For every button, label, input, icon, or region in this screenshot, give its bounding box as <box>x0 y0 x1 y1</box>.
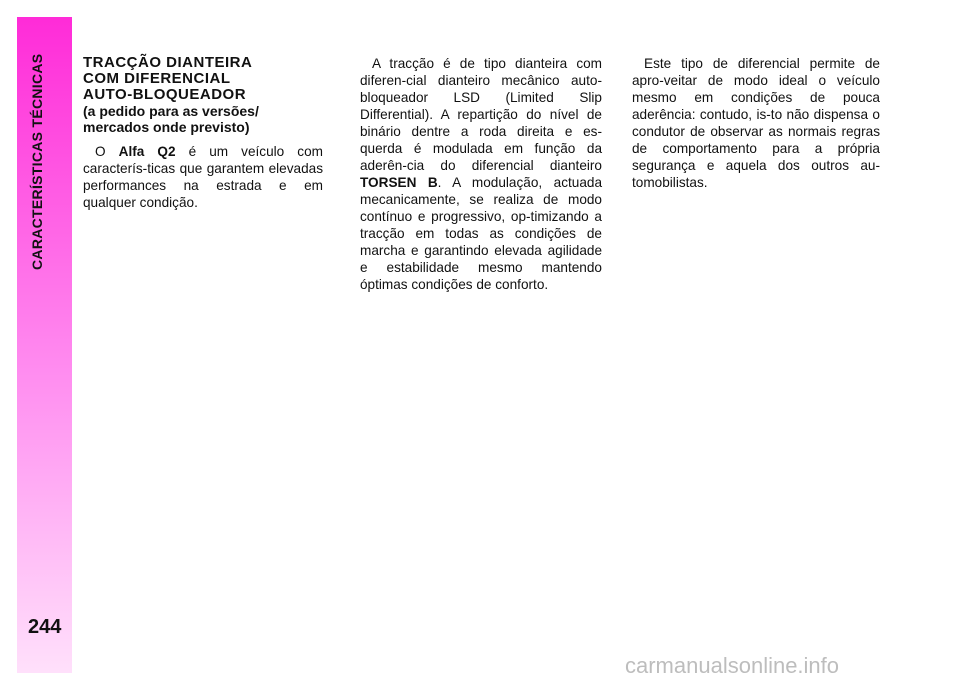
model-name: Alfa Q2 <box>118 144 176 159</box>
section-subheading <box>83 103 323 135</box>
intro-text-start: O <box>95 144 119 159</box>
section-heading-line-2: COM DIFERENCIAL <box>83 70 231 87</box>
intro-paragraph <box>83 143 323 211</box>
column-2 <box>360 55 602 293</box>
subheading-line-2: mercados onde previsto) <box>83 119 250 135</box>
sidebar-section-title: CARACTERÍSTICAS TÉCNICAS <box>29 54 45 271</box>
differential-paragraph: Este tipo de diferencial permite de apro-veitar de modo ideal o veículo mesmo em condições de pouca aderência: contudo, is-to não dispensa o condutor de observar as normais regras de comportamento para a própria segurança e aquela dos outros au-tomobilistas. <box>632 56 880 190</box>
watermark: carmanualsonline.info <box>625 653 840 678</box>
differential-name: TORSEN B <box>360 175 438 190</box>
traction-text-end: . A modulação, actuada mecanicamente, se realiza de modo contínuo e progressivo, op-timizando a tracção em todas as condições de marcha e garantindo elevada agilidade e estabilidade mesmo mantendo óptimas condições de conforto. <box>360 175 603 292</box>
intro-text-end: é um veículo com caracterís-ticas que garantem elevadas performances na estrada e em qualquer condição. <box>83 144 323 210</box>
page-number: 244 <box>28 616 62 638</box>
column-3 <box>632 55 880 191</box>
section-heading-line-1: TRACÇÃO DIANTEIRA <box>83 54 253 71</box>
section-heading-line-3: AUTO-BLOQUEADOR <box>83 86 247 103</box>
column-1 <box>83 55 323 211</box>
subheading-line-1: (a pedido para as versões/ <box>83 103 259 119</box>
traction-paragraph <box>360 55 602 293</box>
traction-text-start: A tracção é de tipo dianteira com diferen-cial dianteiro mecânico auto-bloqueador LSD (Limited Slip Differential). A repartição do nível de binário dentre a roda direita e es-querda é modulada em função da aderên-cia do diferencial dianteiro <box>360 56 602 173</box>
